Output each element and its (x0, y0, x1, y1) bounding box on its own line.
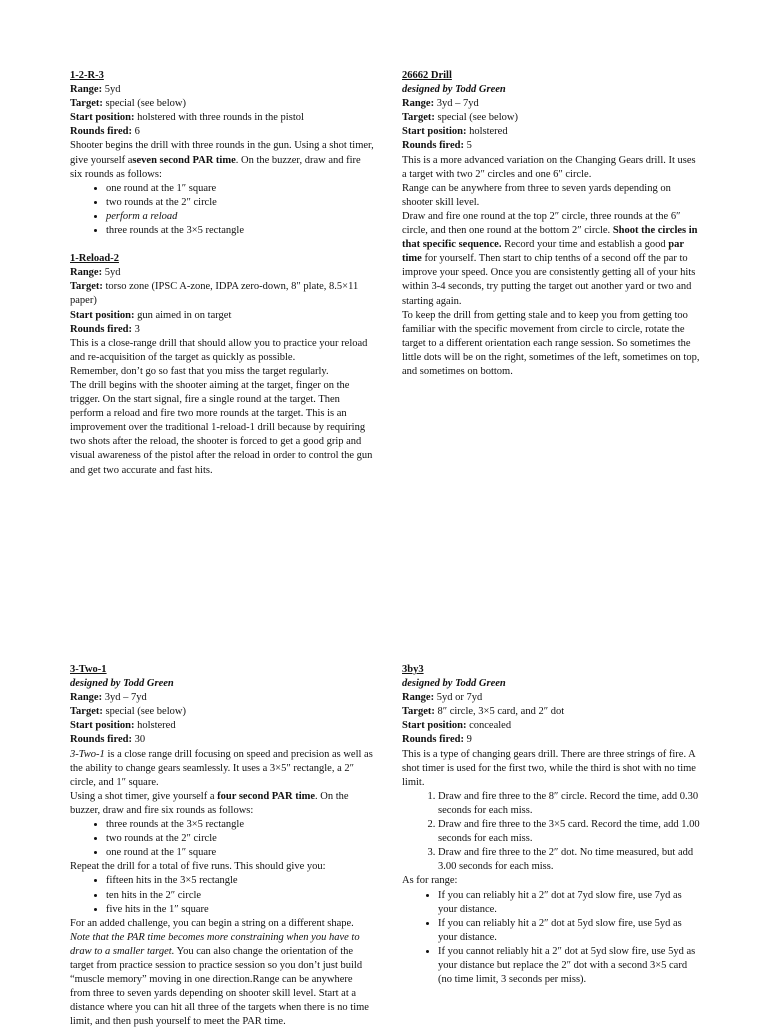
column-bottom-right (402, 663, 702, 987)
rounds-line: Rounds fired: 3 (70, 323, 140, 335)
drill-title: 1-Reload-2 (70, 253, 119, 265)
byline: designed by Todd Green (402, 678, 506, 690)
description: Shooter begins the drill with three rounds in the gun. Using a shot timer, give yourself aseven second PAR time. On the buzzer, draw and fire six rounds as follows: (70, 140, 374, 180)
target-line: Target: 8″ circle, 3×5 card, and 2″ dot (402, 706, 565, 718)
drill-title: 26662 Drill (402, 70, 452, 81)
rounds-line: Rounds fired: 5 (402, 140, 472, 152)
description: This is a more advanced variation on the Changing Gears drill. It uses a target with two 2″ circles and one 6″ circle. (402, 154, 696, 180)
byline: designed by Todd Green (70, 678, 174, 690)
description: Using a shot timer, give yourself a four second PAR time. On the buzzer, draw and fire six rounds as follows: (70, 790, 349, 816)
list-item: • one round at the 1″ square (106, 182, 375, 196)
target-line: Target: torso zone (IPSC A-zone, IDPA zero-down, 8″ plate, 8.5×11 paper) (70, 281, 359, 307)
range-line: Range: 3yd – 7yd (402, 98, 479, 110)
description: Range can be anywhere from three to seven yards depending on shooter skill level. (402, 182, 671, 208)
description: Repeat the drill for a total of five runs. This should give you: (70, 861, 326, 873)
list-item: • two rounds at the 2″ circle (106, 196, 375, 210)
results-list (70, 874, 375, 916)
rounds-line: Rounds fired: 9 (402, 734, 472, 746)
target-line: Target: special (see below) (70, 98, 186, 110)
description: This is a type of changing gears drill. There are three strings of fire. A shot timer is used for the first two, while the third is shot with no time limit. (402, 748, 696, 788)
list-item: 1. Draw and fire three to the 8″ circle. Record the time, add 0.30 seconds for each miss. (438, 790, 702, 818)
list-item: • ten hits in the 2″ circle (106, 889, 375, 903)
steps-list (402, 790, 702, 875)
description: This is a close-range drill that should allow you to practice your reload and re-acquisition of the target as quickly as possible. (70, 337, 368, 363)
list-item: • fifteen hits in the 3×5 rectangle (106, 874, 375, 888)
list-item: • perform a reload (106, 210, 375, 224)
range-line: Range: 5yd (70, 267, 121, 279)
start-line: Start position: holstered with three rounds in the pistol (70, 112, 304, 124)
description: The drill begins with the shooter aiming at the target, finger on the trigger. On the start signal, fire a single round at the target. Then perform a reload and fire two more rounds at the target. This is an improvement over the traditional 1-reload-1 drill because by requiring two shots after the reload, the shooter is forced to get a good grip and visual awareness of the pistol after the reload in order to control the gun and get two accurate and fast hits. (70, 379, 373, 476)
start-line: Start position: holstered (402, 126, 508, 138)
list-item: • one round at the 1″ square (106, 846, 375, 860)
list-item: • If you can reliably hit a 2″ dot at 7yd slow fire, use 7yd as your distance. (438, 889, 702, 917)
byline: designed by Todd Green (402, 84, 506, 96)
description: Draw and fire one round at the top 2″ circle, three rounds at the 6″ circle, and then one round at the bottom 2″ circle. Shoot the circles in that specific sequence. Record your time and establish a good par time for yourself. Then start to chip tenths of a second off the par to improve your speed. Once you are consistently getting all of your hits within 3-4 seconds, try putting the target out another yard or two and starting again. (402, 210, 698, 307)
range-list (402, 889, 702, 988)
description: As for range: (402, 875, 458, 887)
list-item: • If you can reliably hit a 2″ dot at 5yd slow fire, use 5yd as your distance. (438, 917, 702, 945)
column-bottom-left (70, 663, 375, 1029)
start-line: Start position: concealed (402, 720, 512, 732)
range-line: Range: 5yd (70, 84, 121, 96)
range-line: Range: 3yd – 7yd (70, 692, 147, 704)
start-line: Start position: gun aimed in on target (70, 309, 232, 321)
description: To keep the drill from getting stale and to keep you from getting too familiar with the specific movement from circle to circle, rotate the target to a different orientation each range session. So sometimes the little dots will be on the right, sometimes of the left, sometimes on top, and sometimes on bottom. (402, 309, 700, 377)
column-top-left (70, 69, 375, 478)
list-item: • If you cannot reliably hit a 2″ dot at 5yd slow fire, use 5yd as your distance but replace the 2″ dot with a second 3×5 card (no time limit, 3 seconds per miss). (438, 945, 702, 987)
column-top-right (402, 69, 702, 379)
sequence-list (70, 182, 375, 238)
list-item: • three rounds at the 3×5 rectangle (106, 818, 375, 832)
list-item: • five hits in the 1″ square (106, 903, 375, 917)
rounds-line: Rounds fired: 6 (70, 126, 140, 138)
description: For an added challenge, you can begin a string on a different shape. Note that the PAR time becomes more constraining when you have to draw to a smaller target. You can also change the orientation of the target from practice session to practice session so you don’t just build “muscle memory” moving in one direction.Range can be anywhere from three to seven yards depending on shooter skill level. Start at a distance where you can hit all three of the targets when there is no time limit, and then push yourself to meet the PAR time. (70, 917, 369, 1028)
target-line: Target: special (see below) (70, 706, 186, 718)
drill-title: 1-2-R-3 (70, 70, 104, 81)
description: Remember, don’t go so fast that you miss the target regularly. (70, 365, 329, 377)
list-item: • two rounds at the 2″ circle (106, 832, 375, 846)
sequence-list (70, 818, 375, 860)
drill-title: 3by3 (402, 664, 424, 675)
rounds-line: Rounds fired: 30 (70, 734, 146, 746)
target-line: Target: special (see below) (402, 112, 518, 124)
list-item: 2. Draw and fire three to the 3×5 card. Record the time, add 1.00 seconds for each miss. (438, 818, 702, 846)
drill-title: 3-Two-1 (70, 664, 107, 675)
start-line: Start position: holstered (70, 720, 176, 732)
description: 3-Two-1 is a close range drill focusing on speed and precision as well as the ability to change gears seamlessly. It uses a 3×5″ rectangle, a 2″ circle, and 1″ square. (70, 748, 373, 788)
list-item: • three rounds at the 3×5 rectangle (106, 224, 375, 238)
range-line: Range: 5yd or 7yd (402, 692, 483, 704)
list-item: 3. Draw and fire three to the 2″ dot. No time measured, but add 3.00 seconds for each miss. (438, 846, 702, 874)
